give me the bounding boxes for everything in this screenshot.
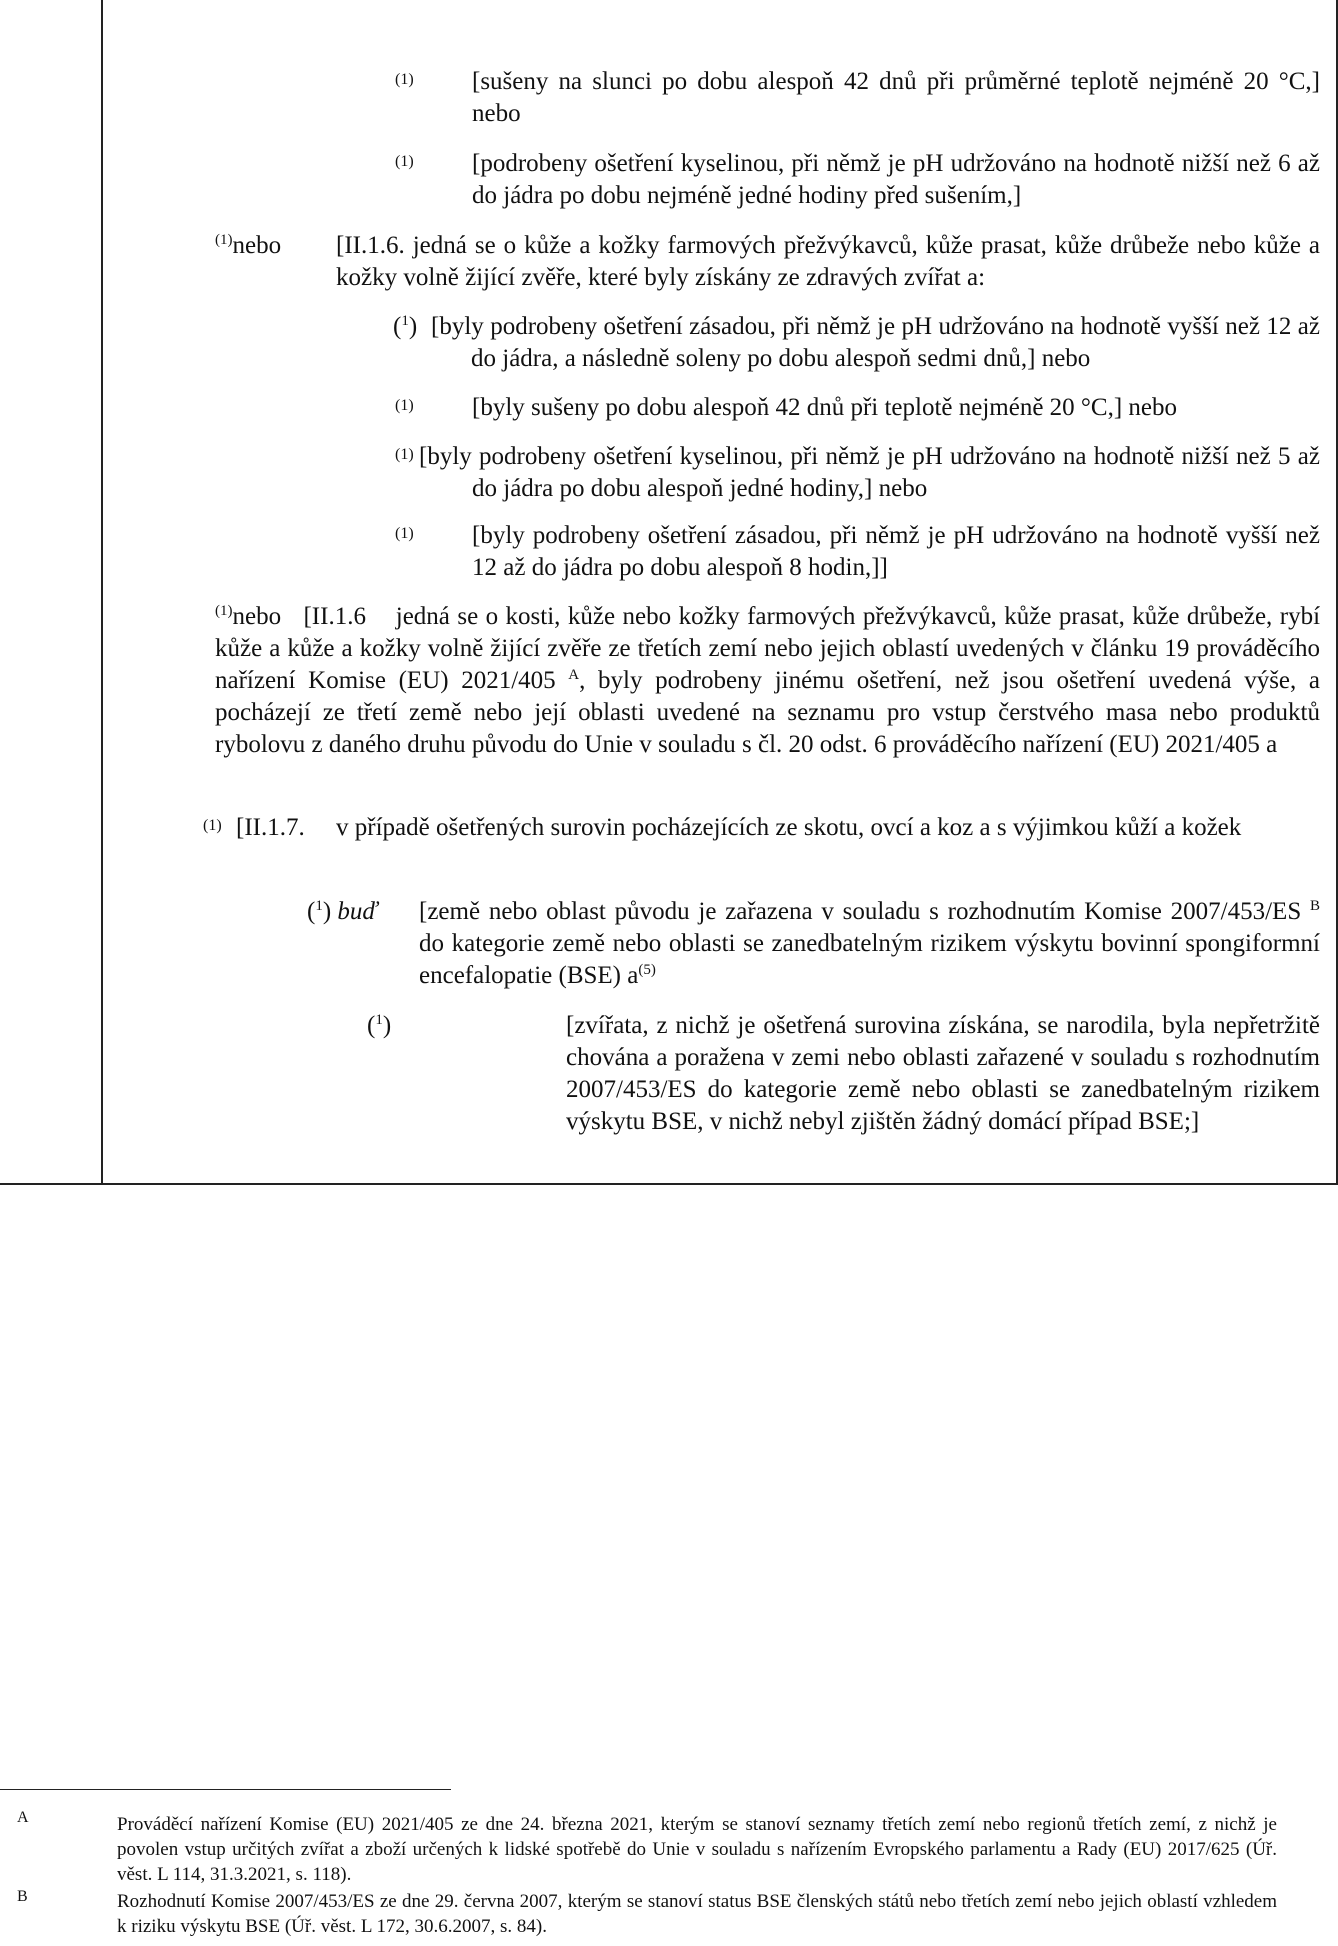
- footnote-letter: B: [17, 1888, 28, 1905]
- clause-text: [byly podrobeny ošetření zásadou, při němž je pH udržováno na hodnotě vyšší než 12 až do jádra po dobu alespoň 8 hodin,]]: [472, 522, 1320, 581]
- footnote-marker: (1): [215, 603, 233, 619]
- nebo-label: nebo: [232, 232, 282, 259]
- clause-text: [zvířata, z nichž je ošetřená surovina získána, se narodila, byla nepřetržitě chována a poražena v zemi nebo oblasti zařazené v souladu s rozhodnutím 2007/453/ES do kategorie země nebo oblasti se zanedbatelným rizikem výskytu BSE, v nichž nebyl zjištěn žádný domácí případ BSE;]: [566, 1012, 1320, 1135]
- clause-number: [II.1.6: [303, 603, 366, 630]
- footnote-ref: A: [568, 667, 580, 683]
- paren-open: (: [307, 898, 316, 925]
- column-divider: [101, 0, 103, 1184]
- clause-text: [byly sušeny po dobu alespoň 42 dnů při teplotě nejméně 20 °C,] nebo: [472, 394, 1178, 421]
- footnote-separator: [0, 1789, 451, 1790]
- clause-number: [II.1.6.: [336, 232, 405, 259]
- clause-text: jedná se o kosti, kůže nebo kožky farmových přežvýkavců, kůže prasat, kůže drůbeže, rybí kůže a kůže a kožky volně žijící zvěře ze třetích zemí nebo jejich oblastí uvedených v článku 19 prováděcího nařízení Komise (EU) 2021/405: [215, 603, 1321, 694]
- clause-text: [podrobeny ošetření kyselinou, při němž je pH udržováno na hodnotě nižší než 6 až do jádra po dobu nejméně jedné hodiny před sušením,]: [472, 150, 1320, 209]
- clause-text-cont: , byly podrobeny jinému ošetření, než jsou ošetření uvedená výše, a pocházejí ze třetí země nebo její oblasti uvedené na seznamu pro vstup čerstvého masa nebo produktů rybolovu z daného druhu původu do Unie v souladu s čl. 20 odst. 6 prováděcího nařízení (EU) 2021/405 a: [215, 667, 1321, 758]
- footnote-marker: 1: [315, 898, 323, 914]
- footnote-marker: 1: [375, 1012, 383, 1028]
- option-marker: [215, 230, 335, 262]
- footnote-ref: (5): [638, 962, 656, 978]
- clause-text: jedná se o kůže a kožky farmových přežvýkavců, kůže prasat, kůže drůbeže nebo kůže a kožky volně žijící zvěře, které byly získány ze zdravých zvířat a:: [336, 232, 1320, 291]
- clause-text: [419, 896, 1320, 992]
- paren-close: ): [382, 1012, 392, 1039]
- footnote-marker: (1): [395, 397, 414, 414]
- option-marker: [367, 1010, 427, 1042]
- clause-number: [II.1.7.: [236, 814, 305, 841]
- paren-open: (: [367, 1012, 376, 1039]
- footnote-marker: (1): [395, 71, 414, 88]
- clause-text: [byly podrobeny ošetření kyselinou, při němž je pH udržováno na hodnotě nižší než 5 až do jádra po dobu alespoň jedné hodiny,] nebo: [419, 443, 1320, 502]
- footnote-letter: A: [17, 1809, 29, 1826]
- footnote-marker: (1): [215, 232, 233, 248]
- footnote-marker: (1): [395, 446, 414, 463]
- clause-text: [byly podrobeny ošetření zásadou, při němž je pH udržováno na hodnotě vyšší než 12 až do jádra, a následně soleny po dobu alespoň sedmi dnů,] nebo: [431, 313, 1320, 372]
- clause-II-1-6-b: [215, 601, 1320, 761]
- clause-text-b: do kategorie země nebo oblasti se zanedbatelným rizikem výskytu bovinní spongiformní encefalopatie (BSE) a: [419, 930, 1320, 989]
- footnote-text: Prováděcí nařízení Komise (EU) 2021/405 ze dne 24. března 2021, kterým se stanoví seznamy třetích zemí nebo regionů třetích zemí, z nichž je povolen vstup určitých zvířat a zboží určených k lidské spotřebě do Unie v souladu s nařízením Evropského parlamentu a Rady (EU) 2017/625 (Úř. věst. L 114, 31.3.2021, s. 118).: [117, 1814, 1277, 1885]
- clause-text-a: [země nebo oblast původu je zařazena v souladu s rozhodnutím Komise 2007/453/ES: [419, 898, 1302, 925]
- paren-close: ): [322, 898, 332, 925]
- clause-II-1-6-a: [336, 230, 1320, 294]
- clause-text: [sušeny na slunci po dobu alespoň 42 dnů při průměrné teplotě nejméně 20 °C,] nebo: [472, 68, 1320, 127]
- footnote-ref: B: [1310, 898, 1321, 914]
- footnote-marker: (1): [203, 817, 222, 834]
- footnote-marker: 1: [401, 313, 409, 329]
- footnote-text: Rozhodnutí Komise 2007/453/ES ze dne 29. června 2007, kterým se stanoví status BSE členských států nebo třetích zemí nebo jejich oblastí vzhledem k riziku výskytu BSE (Úř. věst. L 172, 30.6.2007, s. 84).: [117, 1891, 1277, 1937]
- paren-close: ): [408, 313, 418, 340]
- footnote-marker: (1): [395, 525, 414, 542]
- nebo-label: nebo: [232, 603, 282, 630]
- clause-text: v případě ošetřených surovin pocházejících ze skotu, ovcí a koz a s výjimkou kůží a kožek: [336, 814, 1242, 841]
- option-marker: [307, 896, 427, 928]
- bud-label: buď: [337, 898, 378, 925]
- paren-open: (: [393, 313, 402, 340]
- footnote-marker: (1): [395, 153, 414, 170]
